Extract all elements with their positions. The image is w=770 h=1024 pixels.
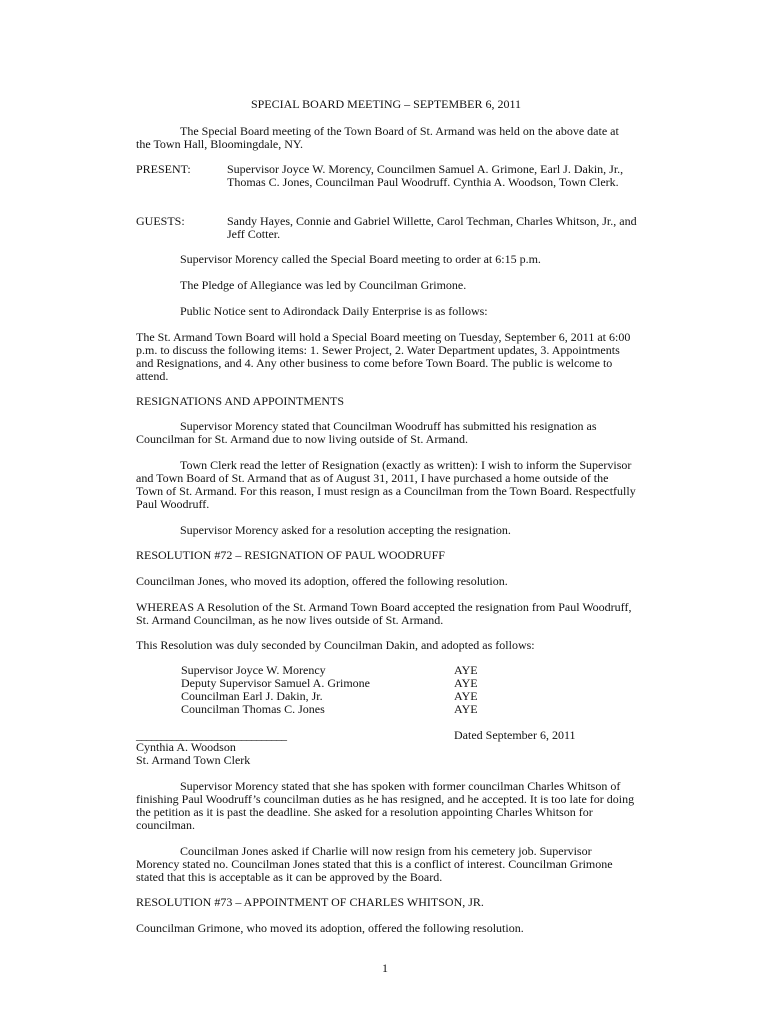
- voter-name: Deputy Supervisor Samuel A. Grimone: [181, 676, 370, 690]
- seconded-paragraph: This Resolution was duly seconded by Councilman Dakin, and adopted as follows:: [136, 638, 535, 652]
- grimone-motion-paragraph: Councilman Grimone, who moved its adoption, offered the following resolution.: [136, 921, 524, 935]
- voter-name: Councilman Earl J. Dakin, Jr.: [181, 689, 323, 703]
- resignations-heading: RESIGNATIONS AND APPOINTMENTS: [136, 394, 345, 408]
- call-to-order-paragraph: Supervisor Morency called the Special Board meeting to order at 6:15 p.m.: [180, 252, 541, 266]
- resolution-request-paragraph: Supervisor Morency asked for a resolution accepting the resignation.: [180, 523, 511, 537]
- voter-name: Supervisor Joyce W. Morency: [181, 663, 326, 677]
- dated-text: Dated September 6, 2011: [454, 728, 576, 742]
- resolution-72-heading: RESOLUTION #72 – RESIGNATION OF PAUL WOODRUFF: [136, 548, 445, 562]
- vote-row: [181, 703, 511, 716]
- resolution-73-heading: RESOLUTION #73 – APPOINTMENT OF CHARLES WHITSON, JR.: [136, 895, 484, 909]
- vote-value: AYE: [454, 689, 478, 703]
- intro-paragraph: The Special Board meeting of the Town Board of St. Armand was held on the above date at the Town Hall, Bloomingdale, NY.: [136, 124, 619, 151]
- conflict-paragraph: Councilman Jones asked if Charlie will now resign from his cemetery job. Supervisor Morency stated no. Councilman Jones stated that this is a conflict of interest. Councilman Grimone stated that this is acceptable as it can be approved by the Board.: [136, 844, 613, 884]
- whereas-paragraph: WHEREAS A Resolution of the St. Armand Town Board accepted the resignation from Paul Woodruff, St. Armand Councilman, as he now lives outside of St. Armand.: [136, 600, 632, 627]
- signature-line: ______________________________: [136, 728, 286, 742]
- vote-value: AYE: [454, 702, 478, 716]
- present-list: Supervisor Joyce W. Morency, Councilmen Samuel A. Grimone, Earl J. Dakin, Jr., Thomas C. Jones, Councilman Paul Woodruff. Cynthia A. Woodson, Town Clerk.: [227, 162, 624, 189]
- vote-value: AYE: [454, 676, 478, 690]
- signer-title: St. Armand Town Clerk: [136, 753, 251, 767]
- jones-motion-paragraph: Councilman Jones, who moved its adoption, offered the following resolution.: [136, 574, 508, 588]
- guests-list: Sandy Hayes, Connie and Gabriel Willette, Carol Techman, Charles Whitson, Jr., and Jeff Cotter.: [227, 214, 637, 241]
- resignation-letter-paragraph: Town Clerk read the letter of Resignation (exactly as written): I wish to inform the Supervisor and Town Board of St. Armand that as of August 31, 2011, I have purchased a home outside of the Town of St. Armand. For this reason, I must resign as a Councilman from the Town Board. Respectfully Paul Woodruff.: [136, 458, 636, 511]
- guests-label: GUESTS:: [136, 214, 185, 228]
- page-title: SPECIAL BOARD MEETING – SEPTEMBER 6, 2011: [250, 97, 522, 111]
- page-number: 1: [382, 961, 388, 975]
- vote-value: AYE: [454, 663, 478, 677]
- woodruff-resignation-paragraph: Supervisor Morency stated that Councilman Woodruff has submitted his resignation as Councilman for St. Armand due to now living outside of St. Armand.: [136, 419, 597, 446]
- public-notice-body: The St. Armand Town Board will hold a Special Board meeting on Tuesday, September 6, 2011 at 6:00 p.m. to discuss the following items: 1. Sewer Project, 2. Water Department updates, 3. Appointments and Resignations, and 4. Any other business to come before Town Board. The public is welcome to attend.: [136, 330, 631, 383]
- present-label: PRESENT:: [136, 162, 191, 176]
- whitson-paragraph: Supervisor Morency stated that she has spoken with former councilman Charles Whitson of finishing Paul Woodruff’s councilman duties as he has resigned, and he accepted. It is too late for doing the petition as it is past the deadline. She asked for a resolution appointing Charles Whitson for councilman.: [136, 779, 635, 832]
- signer-name: Cynthia A. Woodson: [136, 740, 236, 754]
- voter-name: Councilman Thomas C. Jones: [181, 702, 325, 716]
- vote-table: [181, 664, 511, 716]
- public-notice-intro: Public Notice sent to Adirondack Daily Enterprise is as follows:: [180, 304, 488, 318]
- pledge-paragraph: The Pledge of Allegiance was led by Councilman Grimone.: [180, 278, 467, 292]
